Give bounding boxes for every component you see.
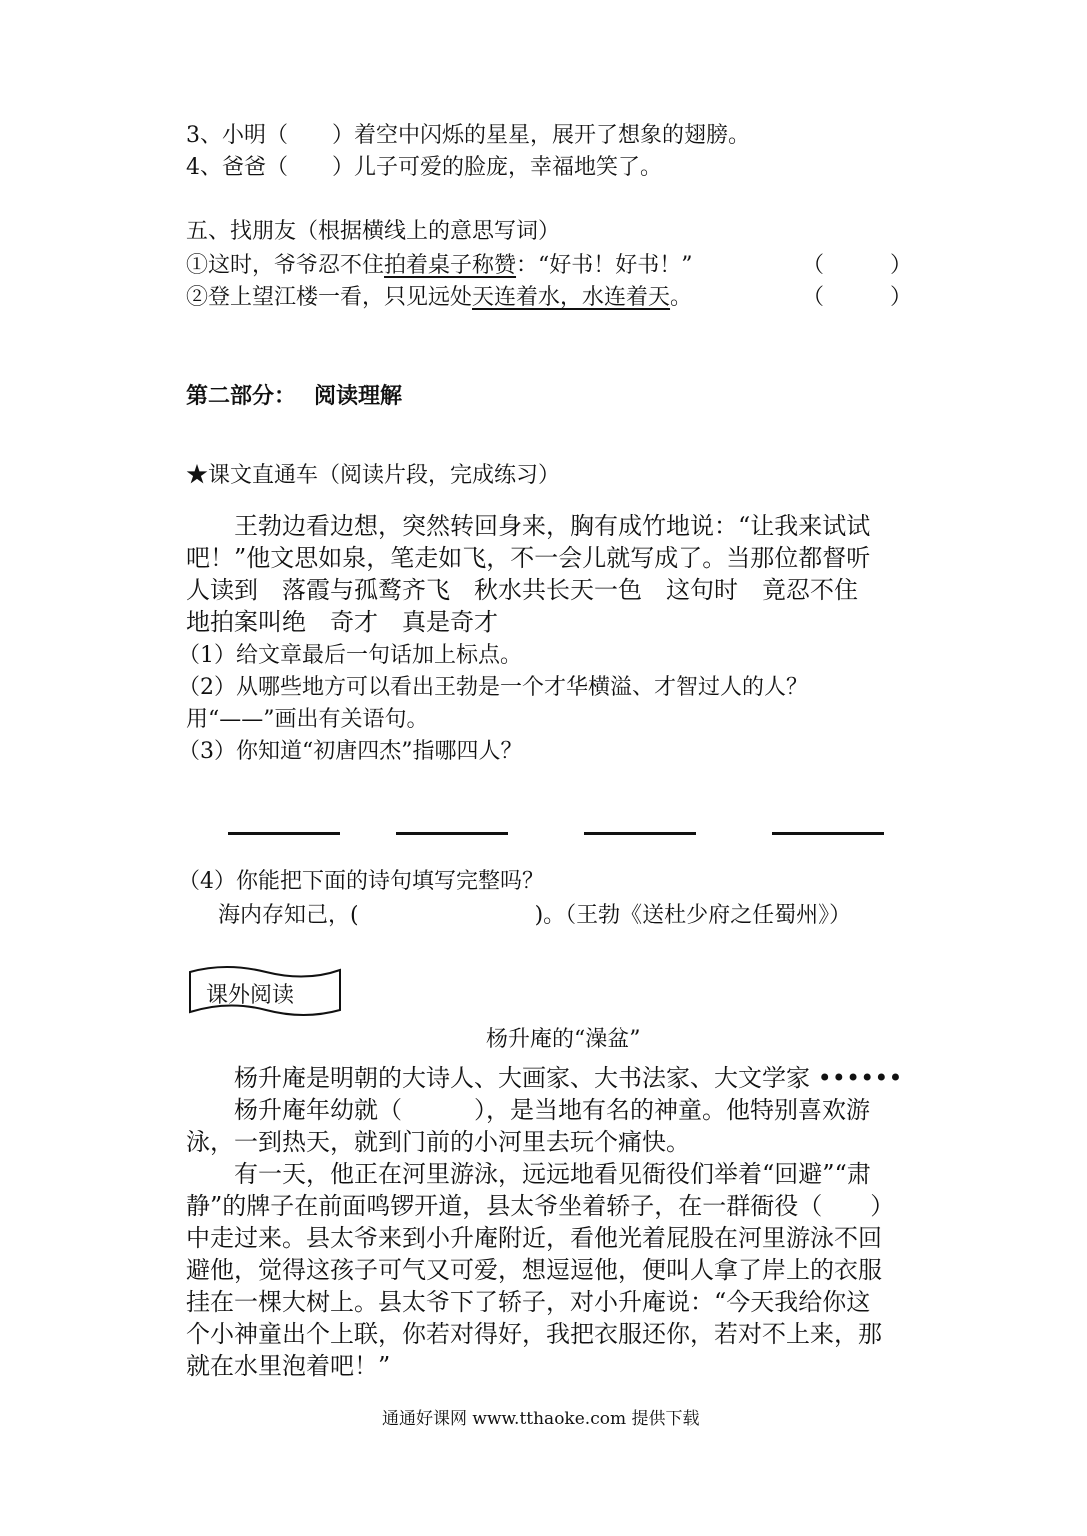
section-5-item-1 bbox=[186, 252, 693, 280]
item-1-suffix: ：“好书！好书！” bbox=[516, 253, 693, 278]
reading-line-5: 静”的牌子在前面鸣锣开道，县太爷坐着轿子，在一群衙役（ ） bbox=[186, 1192, 895, 1220]
passage-line-3: 人读到 落霞与孤鹜齐飞 秋水共长天一色 这句时 竟忍不住 bbox=[186, 576, 858, 604]
question-1: （1）给文章最后一句话加上标点。 bbox=[178, 643, 522, 668]
banner-label: 课外阅读 bbox=[206, 983, 295, 1008]
item-1-prefix: ①这时，爷爷忍不住 bbox=[186, 253, 385, 278]
question-line-3: 3、小明（ ）着空中闪烁的星星，展开了想象的翅膀。 bbox=[186, 123, 750, 148]
answer-line-1 bbox=[228, 832, 340, 835]
passage-line-1: 王勃边看边想，突然转回身来，胸有成竹地说：“让我来试试 bbox=[186, 512, 871, 540]
question-line-4: 4、爸爸（ ）儿子可爱的脸庞，幸福地笑了。 bbox=[186, 155, 662, 180]
section-5-item-2 bbox=[186, 284, 692, 312]
part-2-heading bbox=[186, 382, 402, 410]
poem-line: 海内存知己，( )。（王勃《送杜少府之任蜀州》） bbox=[196, 903, 852, 928]
answer-line-2 bbox=[396, 832, 508, 835]
reading-line-4: 有一天，他正在河里游泳，远远地看见衙役们举着“回避”“肃 bbox=[186, 1160, 871, 1188]
answer-line-4 bbox=[772, 832, 884, 835]
reading-line-2: 杨升庵年幼就（ ），是当地有名的神童。他特别喜欢游 bbox=[186, 1096, 870, 1124]
reading-line-10: 就在水里泡着吧！” bbox=[186, 1352, 391, 1380]
reading-line-1: 杨升庵是明朝的大诗人、大画家、大书法家、大文学家 •••••• bbox=[186, 1064, 903, 1092]
passage-line-2: 吧！”他文思如泉，笔走如飞，不一会儿就写成了。当那位都督听 bbox=[186, 544, 871, 572]
answer-line-3 bbox=[584, 832, 696, 835]
reading-line-9: 个小神童出个上联，你若对得好，我把衣服还你，若对不上来，那 bbox=[186, 1320, 882, 1348]
question-4: （4）你能把下面的诗句填写完整吗？ bbox=[178, 869, 544, 894]
item-2-prefix: ②登上望江楼一看，只见远处 bbox=[186, 285, 473, 310]
item-2-suffix: 。 bbox=[670, 285, 693, 310]
question-2: （2）从哪些地方可以看出王勃是一个才华横溢、才智过人的人？ bbox=[178, 675, 808, 700]
item-2-underlined: 天连着水，水连着天 bbox=[472, 285, 671, 310]
item-1-underlined: 拍着桌子称赞 bbox=[384, 253, 517, 278]
item-2-answer-blank: （ ） bbox=[802, 285, 913, 310]
item-1-answer-blank: （ ） bbox=[802, 253, 913, 278]
reading-line-8: 挂在一棵大树上。县太爷下了轿子，对小升庵说：“今天我给你这 bbox=[186, 1288, 871, 1316]
part-2-heading-title: 阅读理解 bbox=[314, 383, 403, 409]
section-5-title: 五、找朋友（根据横线上的意思写词） bbox=[186, 219, 561, 244]
part-2-heading-label: 第二部分： bbox=[186, 383, 297, 409]
subsection-title: ★课文直通车（阅读片段，完成练习） bbox=[186, 463, 561, 488]
reading-line-7: 避他，觉得这孩子可气又可爱，想逗逗他，便叫人拿了岸上的衣服 bbox=[186, 1256, 882, 1284]
passage-line-4: 地拍案叫绝 奇才 真是奇才 bbox=[186, 608, 498, 636]
question-2-continued: 用“——”画出有关语句。 bbox=[186, 707, 429, 732]
reading-line-3: 泳，一到热天，就到门前的小河里去玩个痛快。 bbox=[186, 1128, 690, 1156]
page-footer: 通通好课网 www.tthaoke.com 提供下载 bbox=[382, 1409, 700, 1429]
reading-line-6: 中走过来。县太爷来到小升庵附近，看他光着屁股在河里游泳不回 bbox=[186, 1224, 882, 1252]
reading-title: 杨升庵的“澡盆” bbox=[486, 1027, 641, 1052]
question-3: （3）你知道“初唐四杰”指哪四人？ bbox=[178, 739, 523, 764]
